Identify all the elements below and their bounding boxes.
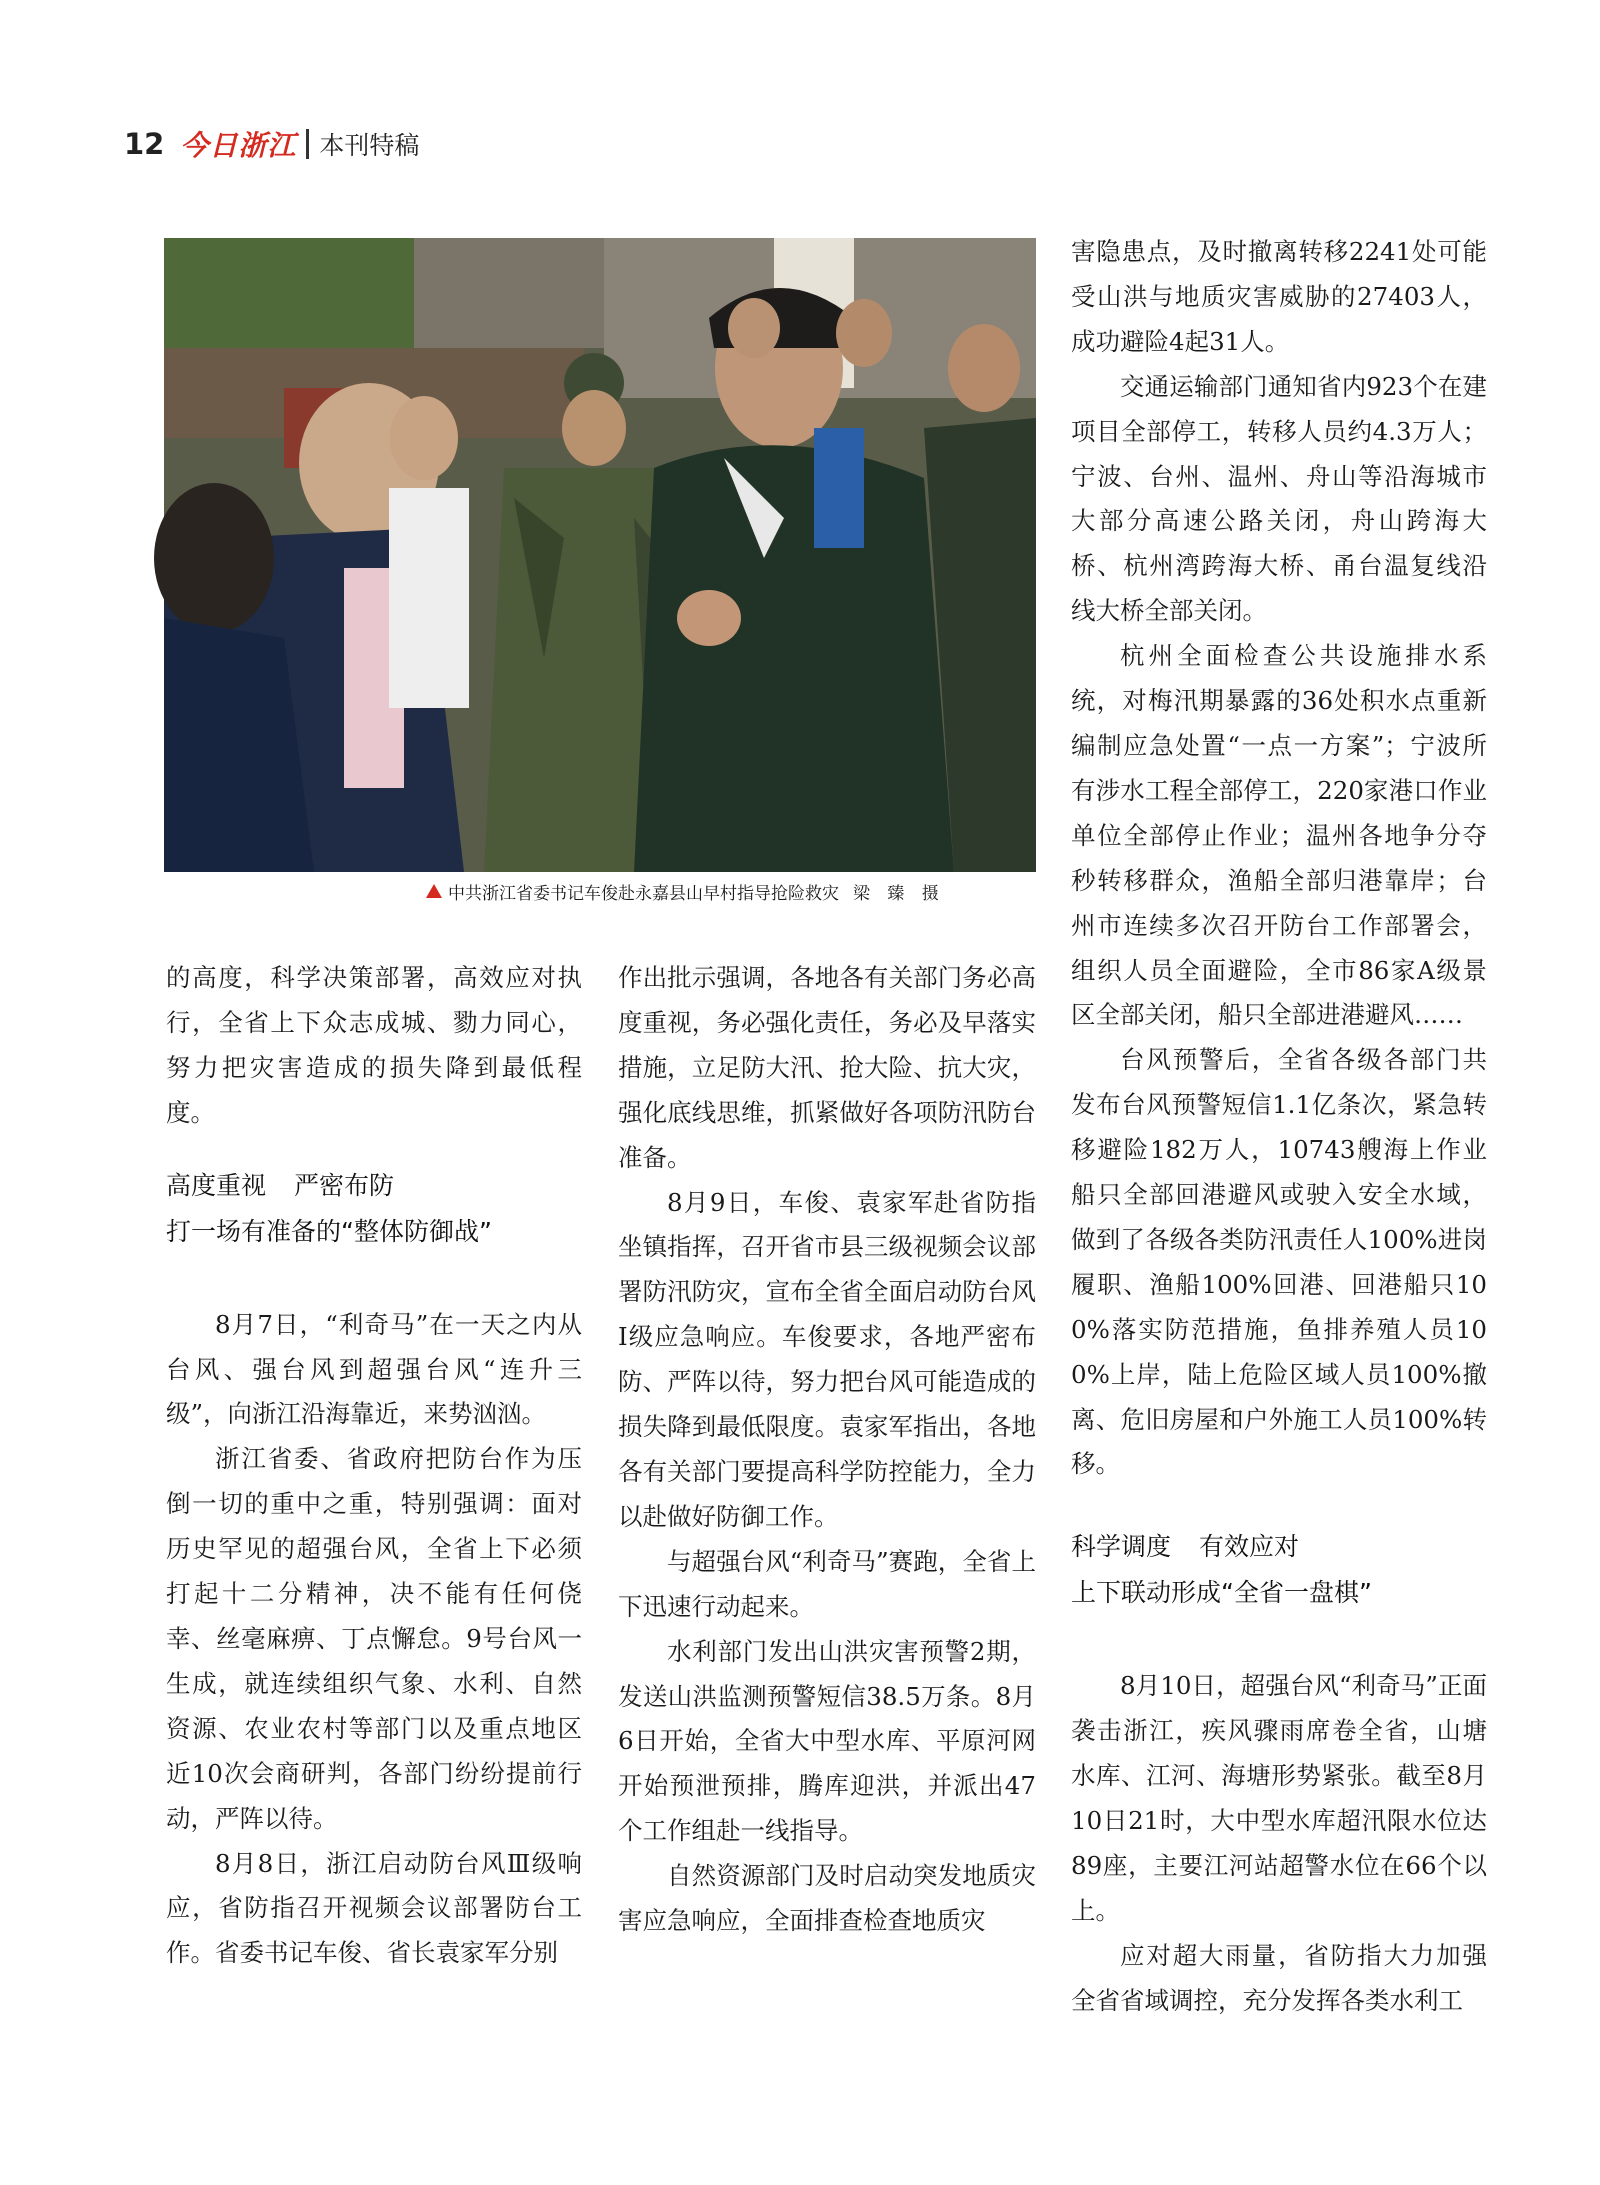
page-number: 12 bbox=[124, 127, 165, 161]
paragraph: 杭州全面检查公共设施排水系统，对梅汛期暴露的36处积水点重新编制应急处置“一点一方案”；宁波所有涉水工程全部停工，220家港口作业单位全部停止作业；温州各地争分夺秒转移群众，渔船全部归港靠岸；台州市连续多次召开防台工作部署会，组织人员全面避险，全市86家A级景区全部关闭，船只全部进港避风…… bbox=[1071, 641, 1487, 1030]
text-column-1 bbox=[166, 956, 582, 1986]
photo-credit: 梁 臻 摄 bbox=[853, 883, 945, 904]
paragraph: 水利部门发出山洪灾害预警2期，发送山洪监测预警短信38.5万条。8月6日开始，全省大中型水库、平原河网开始预泄预排，腾库迎洪，并派出47个工作组赴一线指导。 bbox=[618, 1636, 1036, 1846]
paragraph: 应对超大雨量，省防指大力加强全省省域调控，充分发挥各类水利工 bbox=[1071, 1940, 1487, 2015]
subheading-1-part-a: 高度重视 bbox=[166, 1170, 267, 1200]
text-column-3 bbox=[1071, 230, 1487, 2015]
text-column-2 bbox=[618, 956, 1036, 1986]
header-divider bbox=[306, 129, 309, 159]
news-photo bbox=[164, 238, 1036, 910]
paragraph: 台风预警后，全省各级各部门共发布台风预警短信1.1亿条次，紧急转移避险182万人，10743艘海上作业船只全部回港避风或驶入安全水域，做到了各级各类防汛责任人100%进岗履职、渔船100%回港、回港船只100%落实防范措施，鱼排养殖人员100%上岸，陆上危险区域人员100%撤离、危旧房屋和户外施工人员100%转移。 bbox=[1071, 1045, 1487, 1479]
subheading-2-part-b: 有效应对 bbox=[1199, 1532, 1300, 1562]
paragraph: 的高度，科学决策部署，高效应对执行，全省上下众志成城、勠力同心，努力把灾害造成的损失降到最低程度。 bbox=[166, 963, 582, 1127]
paragraph: 8月10日，超强台风“利奇马”正面袭击浙江，疾风骤雨席卷全省，山塘水库、江河、海塘形势紧张。截至8月10日21时，大中型水库超汛限水位达89座，主要江河站超警水位在66个以上。 bbox=[1071, 1671, 1487, 1925]
paragraph: 8月8日，浙江启动防台风Ⅲ级响应，省防指召开视频会议部署防台工作。省委书记车俊、省长袁家军分别 bbox=[166, 1848, 582, 1968]
caption-text: 中共浙江省委书记车俊赴永嘉县山早村指导抢险救灾 bbox=[448, 883, 839, 904]
paragraph: 交通运输部门通知省内923个在建项目全部停工，转移人员约4.3万人；宁波、台州、温州、舟山等沿海城市大部分高速公路关闭，舟山跨海大桥、杭州湾跨海大桥、甬台温复线沿线大桥全部关闭。 bbox=[1071, 371, 1487, 626]
paragraph: 与超强台风“利奇马”赛跑，全省上下迅速行动起来。 bbox=[618, 1546, 1036, 1621]
caption-triangle-icon bbox=[426, 884, 442, 898]
paragraph: 自然资源部门及时启动突发地质灾害应急响应，全面排查检查地质灾 bbox=[618, 1861, 1036, 1936]
paragraph: 8月9日，车俊、袁家军赴省防指坐镇指挥，召开省市县三级视频会议部署防汛防灾，宣布全省全面启动防台风Ⅰ级应急响应。车俊要求，各地严密布防、严阵以待，努力把台风可能造成的损失降到最低限度。袁家军指出，各地各有关部门要提高科学防控能力，全力以赴做好防御工作。 bbox=[618, 1187, 1036, 1531]
paragraph: 8月7日，“利奇马”在一天之内从台风、强台风到超强台风“连升三级”，向浙江沿海靠近，来势汹汹。 bbox=[166, 1309, 582, 1429]
paragraph: 浙江省委、省政府把防台作为压倒一切的重中之重，特别强调：面对历史罕见的超强台风，全省上下必须打起十二分精神，决不能有任何侥幸、丝毫麻痹、丁点懈怠。9号台风一生成，就连续组织气象、水利、自然资源、农业农村等部门以及重点地区近10次会商研判，各部门纷纷提前行动，严阵以待。 bbox=[166, 1444, 582, 1833]
section-label: 本刊特稿 bbox=[319, 131, 420, 160]
subheading-2-part-a: 科学调度 bbox=[1071, 1532, 1172, 1562]
subheading-2-line-2: 上下联动形成“全省一盘棋” bbox=[1071, 1578, 1372, 1608]
subheading-2 bbox=[1071, 1524, 1487, 1570]
paragraph: 作出批示强调，各地各有关部门务必高度重视，务必强化责任，务必及早落实措施，立足防大汛、抢大险、抗大灾，强化底线思维，抓紧做好各项防汛防台准备。 bbox=[618, 963, 1036, 1172]
subheading-1 bbox=[166, 1163, 582, 1209]
photo-caption bbox=[164, 872, 1036, 910]
subheading-1-part-b: 严密布防 bbox=[294, 1170, 395, 1200]
paragraph: 害隐患点，及时撤离转移2241处可能受山洪与地质灾害威胁的27403人，成功避险4起31人。 bbox=[1071, 237, 1487, 356]
page-header bbox=[124, 124, 419, 164]
magazine-logo: 今日浙江 bbox=[180, 129, 297, 162]
photo-illustration bbox=[164, 238, 1036, 872]
subheading-1-line-2: 打一场有准备的“整体防御战” bbox=[166, 1216, 492, 1246]
